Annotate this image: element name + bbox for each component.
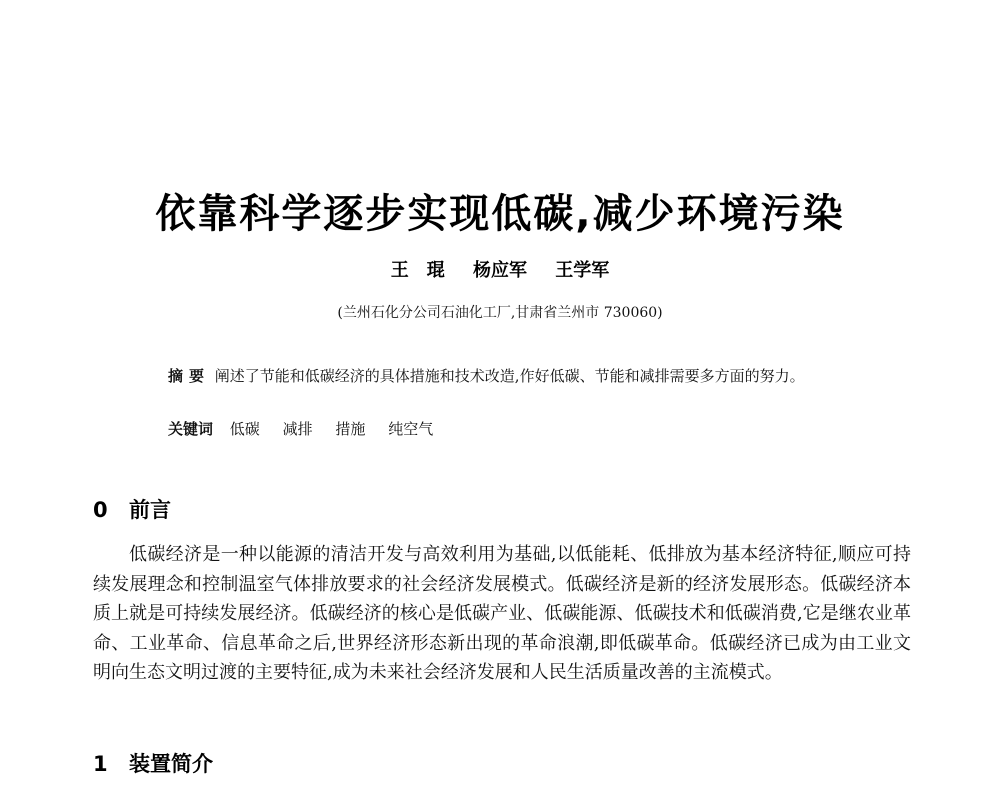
keyword: 减排 — [282, 420, 313, 438]
author-name: 王学军 — [555, 260, 610, 281]
author-affiliation: (兰州石化分公司石油化工厂,甘肃省兰州市 730060) — [337, 305, 663, 321]
section-title: 装置简介 — [129, 752, 213, 776]
keywords-label: 关键词 — [168, 420, 214, 438]
keyword: 措施 — [335, 420, 366, 438]
paper-title: 依靠科学逐步实现低碳,减少环境污染 — [155, 191, 845, 237]
section-heading-introduction — [93, 494, 171, 524]
section-number: 0 — [93, 498, 108, 522]
author-list — [0, 256, 1000, 282]
section-heading-device-overview — [93, 748, 213, 778]
keyword: 低碳 — [229, 420, 260, 438]
author-name: 杨应军 — [473, 260, 527, 281]
author-name: 王 琨 — [390, 260, 445, 281]
abstract-label: 摘要 — [168, 367, 211, 385]
section-title: 前言 — [129, 498, 171, 522]
introduction-paragraph: 低碳经济是一种以能源的清洁开发与高效利用为基础,以低能耗、低排放为基本经济特征,顺应可持续发展理念和控制温室气体排放要求的社会经济发展模式。低碳经济是新的经济发展形态。低碳经济本质上就是可持续发展经济。低碳经济的核心是低碳产业、低碳能源、低碳技术和低碳消费,它是继农业革命、工业革命、信息革命之后,世界经济形态新出现的革命浪潮,即低碳革命。低碳经济已成为由工业文明向生态文明过渡的主要特征,成为未来社会经济发展和人民生活质量改善的主流模式。 — [93, 544, 911, 683]
keywords-block — [168, 418, 451, 439]
keyword: 纯空气 — [388, 420, 434, 438]
section-number: 1 — [93, 752, 108, 776]
abstract-text: 阐述了节能和低碳经济的具体措施和技术改造,作好低碳、节能和减排需要多方面的努力。 — [214, 367, 805, 385]
abstract-block — [132, 362, 872, 391]
